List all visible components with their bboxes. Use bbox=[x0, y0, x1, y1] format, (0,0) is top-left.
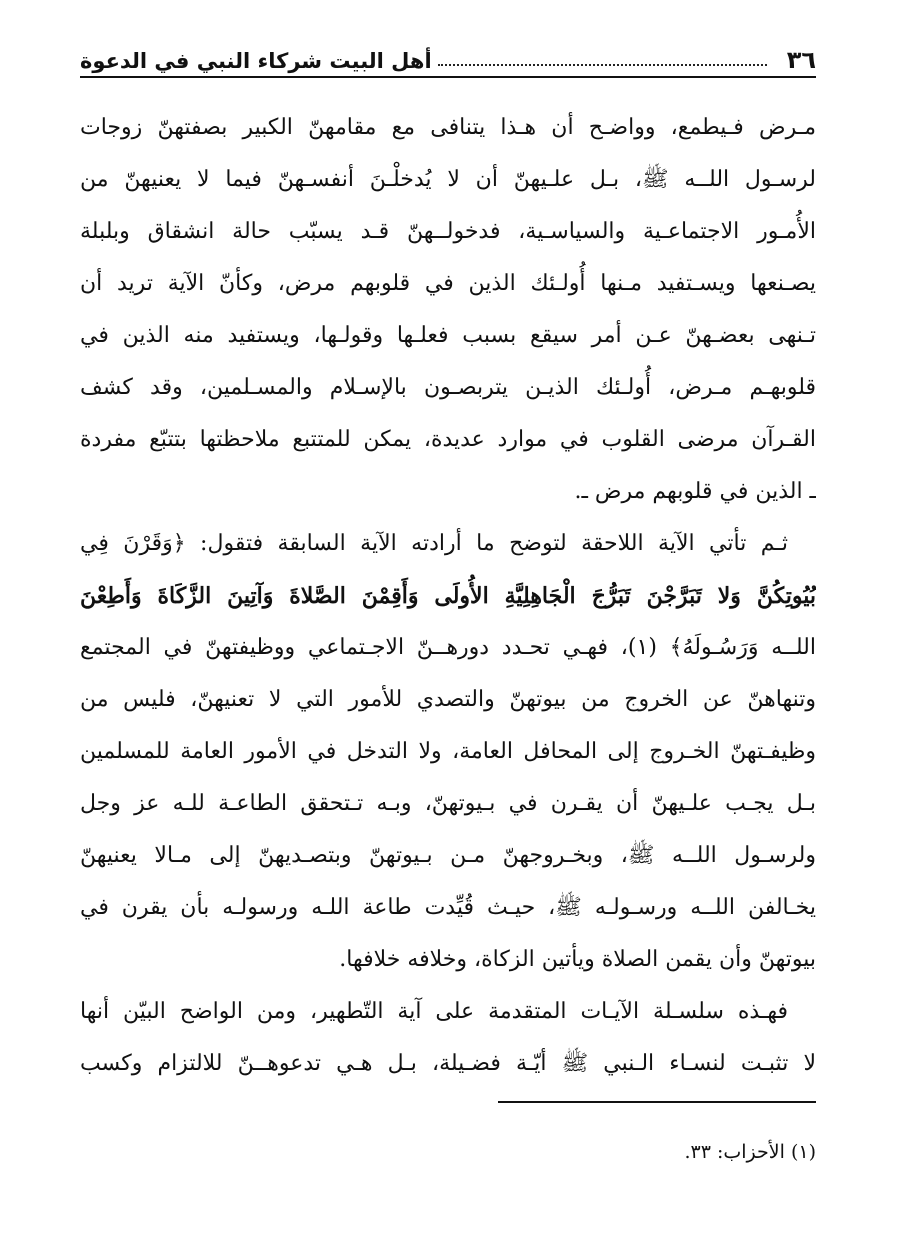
text-line: ـ الذين في قلوبهم مرض ـ. bbox=[574, 479, 816, 504]
text-line: لا تثبـت لنسـاء الـنبي ﷺ أيّـة فضـيلة، بـل هـي تدعوهــنّ للالتزام وكسب bbox=[80, 1051, 816, 1076]
text-line: وظيفـتهنّ الخـروج إلى المحافل العامة، ولا التدخل في الأمور العامة للمسلمين bbox=[80, 739, 816, 764]
text-line: الأُمـور الاجتماعـية والسياسـية، فدخولــهنّ قـد يسبّب حالة انشقاق وبلبلة bbox=[80, 219, 816, 244]
footnote: (١) الأحزاب: ٣٣. bbox=[684, 1141, 816, 1163]
text-line: اللــه وَرَسُـولَهُ﴾ (١)، فهـي تحـدد دورهــنّ الاجـتماعي ووظيفتهنّ في المجتمع bbox=[80, 635, 816, 660]
text-line: بيوتهنّ وأن يقمن الصلاة ويأتين الزكاة، وخلافه خلافها. bbox=[339, 947, 816, 972]
text-line: بـل يجـب علـيهنّ أن يقـرن في بـيوتهنّ، وبـه تـتحقق الطاعـة للـه عز وجل bbox=[80, 791, 816, 816]
leader-dots bbox=[438, 64, 767, 66]
text-line: القـرآن مرضى القلوب في موارد عديدة، يمكن للمتتبع ملاحظتها بتتبّع مفردة bbox=[80, 427, 816, 452]
text-line: لرسـول اللــه ﷺ، بـل علـيهنّ أن لا يُدخلْـنَ أنفسـهنّ فيما لا يعنيهنّ من bbox=[80, 167, 816, 192]
text-line: ولرسـول اللــه ﷺ، وبخـروجهنّ مـن بـيوتهنّ وبتصـديهنّ إلى مـالا يعنيهنّ bbox=[80, 843, 816, 868]
text-line: يخـالفن اللــه ورسـولـه ﷺ، حيـث قُيِّدت طاعة اللـه ورسولـه بأن يقرن في bbox=[80, 895, 816, 920]
text-line: فهـذه سلسـلة الآيـات المتقدمة على آية التّطهير، ومن الواضح البيّن أنها bbox=[80, 999, 788, 1024]
page-number: ٣٦ bbox=[786, 46, 816, 74]
book-title: أهل البيت شركاء النبي في الدعوة bbox=[80, 49, 432, 73]
text-line: مـرض فـيطمع، وواضـح أن هـذا يتنافى مع مقامهنّ الكبير بصفتهنّ زوجات bbox=[80, 115, 816, 140]
text-line: ثـم تأتي الآية اللاحقة لتوضح ما أرادته الآية السابقة فتقول: ﴿وَقَرْنَ فِي bbox=[80, 531, 788, 556]
quran-verse-line: بُيُوتِكُنَّ وَلا تَبَرَّجْنَ تَبَرُّجَ الْجَاهِلِيَّةِ الأُولَى وَأَقِمْنَ الصَّلاةَ وَآتِينَ الزَّكَاةَ وَأَطِعْنَ bbox=[80, 583, 816, 609]
text-line: تـنهى بعضـهنّ عـن أمر سيقع بسبب فعلـها وقولـها، ويستفيد منه الذين في bbox=[80, 323, 816, 348]
text-line: يصـنعها ويسـتفيد مـنها أُولـئك الذين في قلوبهم مرض، وكأنّ الآية تريد أن bbox=[80, 271, 816, 296]
running-head bbox=[80, 36, 816, 72]
footnote-rule bbox=[498, 1101, 816, 1103]
text-line: وتنهاهنّ عن الخروج من بيوتهنّ والتصدي للأمور التي لا تعنيهنّ، فليس من bbox=[80, 687, 816, 712]
header-rule bbox=[80, 76, 816, 78]
text-line: قلوبهـم مـرض، أُولـئك الذيـن يتربصـون بالإسـلام والمسـلمين، وقد كشف bbox=[80, 375, 816, 400]
body-text bbox=[80, 102, 816, 1090]
